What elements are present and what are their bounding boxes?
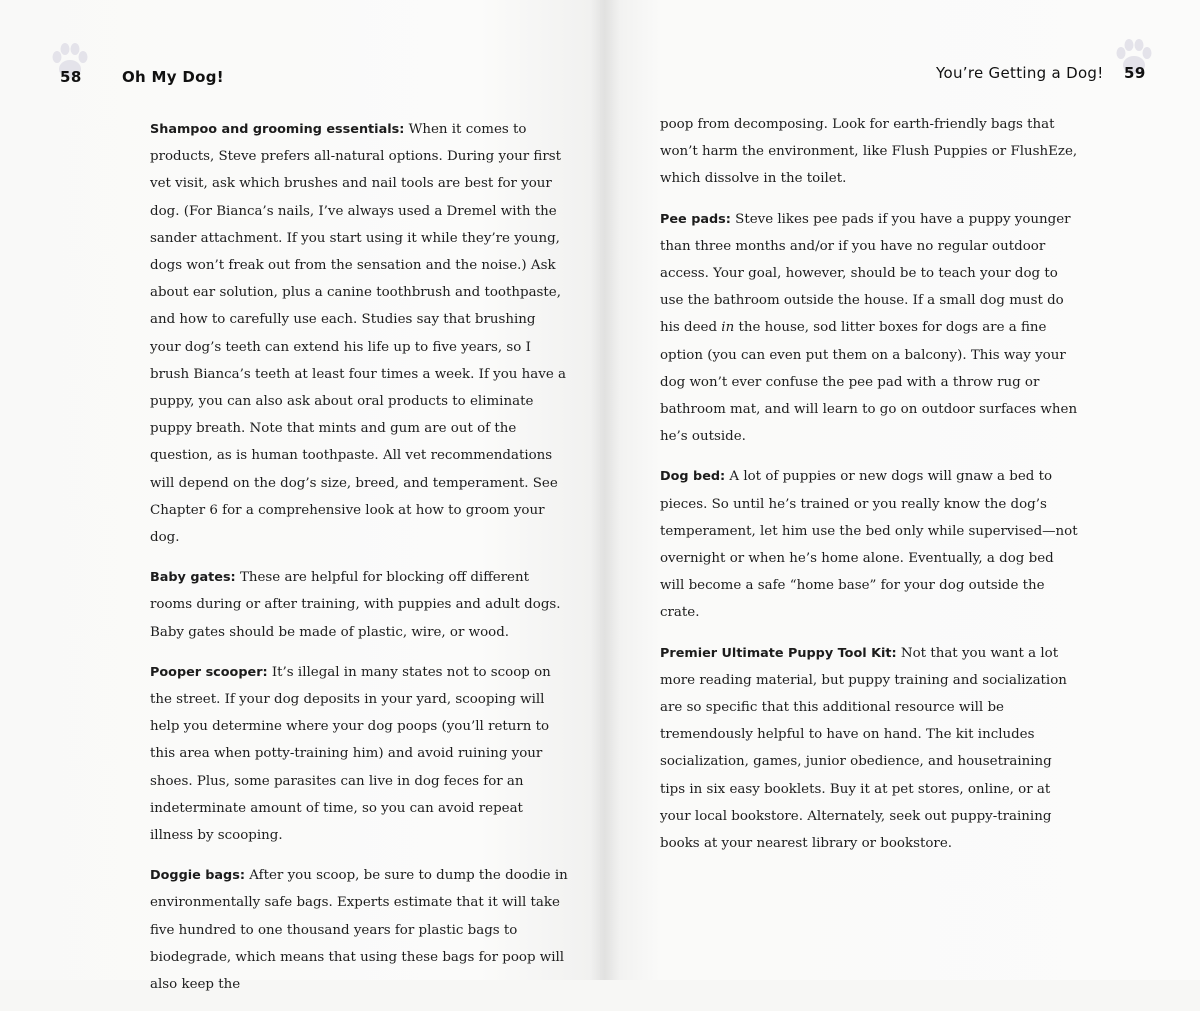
book-gutter — [590, 0, 620, 980]
paragraph-dog-bed — [660, 463, 1078, 626]
paragraph-body: It’s illegal in many states not to scoop on the street. If your dog deposits in your yard, scooping will help you determine where your dog poops (you’ll return to this area when potty-training him) and avoid ruining your shoes. Plus, some parasites can live in dog feces for an indeterminate amount of time, so you can avoid repeat illness by scooping. — [150, 664, 551, 844]
term-heading: Shampoo and grooming essentials: — [150, 122, 405, 137]
paragraph-puppy-tool-kit — [660, 640, 1078, 858]
paragraph-body: After you scoop, be sure to dump the doodie in environmentally safe bags. Experts estimate that it will take five hundred to one thousand years for plastic bags to biodegrade, which means that using these bags for poop will also keep the — [150, 868, 568, 993]
term-heading: Pooper scooper: — [150, 664, 268, 680]
paragraph-pooper-scooper — [150, 659, 570, 849]
page-number: 59 — [1124, 64, 1146, 82]
term-heading: Pee pads: — [660, 211, 731, 227]
paragraph-pee-pads — [660, 206, 1078, 451]
term-heading: Premier Ultimate Puppy Tool Kit: — [660, 645, 897, 661]
paragraph-continuation: poop from decomposing. Look for earth-friendly bags that won’t harm the environment, like Flush Puppies or FlushEze, which dissolve in the toilet. — [660, 117, 1078, 187]
paragraph-baby-gates — [150, 564, 570, 646]
term-heading: Doggie bags: — [150, 868, 245, 884]
paragraph-body: These are helpful for blocking off different rooms during or after training, with puppies and adult dogs. Baby gates should be made of plastic, wire, or wood. — [150, 570, 561, 640]
paragraph-body: A lot of puppies or new dogs will gnaw a bed to pieces. So until he’s trained or you really know the dog’s temperament, let him use the bed only while supervised—not overnight or when he’s home alone. Eventually, a dog bed will become a safe “home base” for your dog outside the crate. — [660, 469, 1078, 621]
paragraph-doggie-bags — [150, 862, 570, 998]
paragraph-body: Steve likes pee pads if you have a puppy younger than three months and/or if you have no regular outdoor access. Your goal, however, should be to teach your dog to use the bathroom outside the house. If a small dog must do his deed — [660, 211, 1071, 336]
paragraph-shampoo — [150, 116, 570, 551]
term-heading: Dog bed: — [660, 469, 726, 485]
running-head: Oh My Dog! — [122, 68, 224, 86]
right-body-text — [660, 111, 1078, 870]
paragraph-body: Not that you want a lot more reading material, but puppy training and socialization are so specific that this additional resource will be tremendously helpful to have on hand. The kit includes socialization, games, junior obedience, and housetraining tips in six easy booklets. Buy it at pet stores, online, or at your local bookstore. Alternately, seek out puppy-training books at your nearest library or bookstore. — [660, 645, 1067, 852]
page-number: 58 — [60, 68, 82, 86]
running-head: You’re Getting a Dog! — [936, 64, 1104, 82]
paragraph-body: the house, sod litter boxes for dogs are a fine option (you can even put them on a balcony). This way your dog won’t ever confuse the pee pad with a throw rug or bathroom mat, and will learn to go on outdoor surfaces when he’s outside. — [660, 320, 1078, 445]
paragraph-body: When it comes to products, Steve prefers all-natural options. During your first vet visit, ask which brushes and nail tools are best for your dog. (For Bianca’s nails, I’ve always used a Dremel with the sander attachment. If you start using it while they’re young, dogs won’t freak out from the sensation and the noise.) Ask about ear solution, plus a canine toothbrush and toothpaste, and how to carefully use each. Studies say that brushing your dog’s teeth can extend his life up to five years, so I brush Bianca’s teeth at least four times a week. If you have a puppy, you can also ask about oral products to eliminate puppy breath. Note that mints and gum are out of the question, as is human toothpaste. All vet recommendations will depend on the dog’s size, breed, and temperament. See Chapter 6 for a comprehensive look at how to groom your dog. — [150, 122, 566, 546]
left-body-text — [150, 116, 570, 1011]
emphasis-text: in — [721, 320, 735, 336]
term-heading: Baby gates: — [150, 570, 236, 586]
